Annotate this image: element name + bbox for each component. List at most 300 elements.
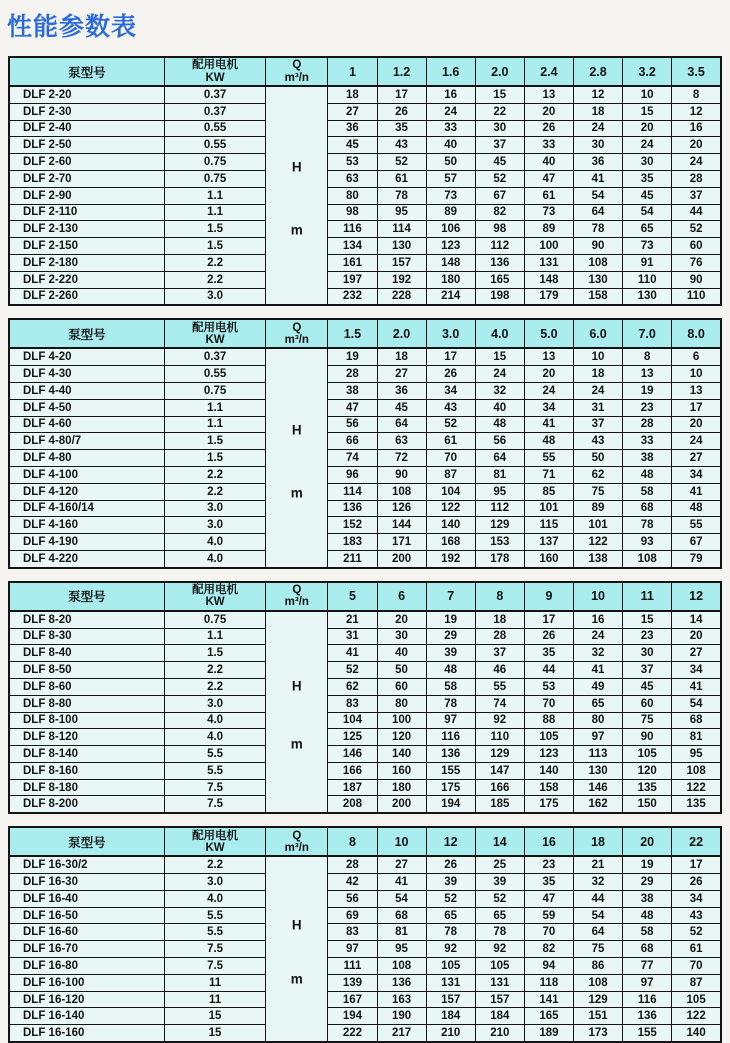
head-value-cell: 108	[574, 254, 623, 271]
table-row	[9, 611, 721, 628]
head-value-cell: 112	[475, 500, 524, 517]
head-value-cell: 27	[672, 645, 721, 662]
head-value-cell: 110	[475, 729, 524, 746]
head-value-cell: 35	[524, 645, 573, 662]
pump-model-cell: DLF 2-60	[9, 154, 164, 171]
head-value-cell: 78	[426, 924, 475, 941]
head-value-cell: 34	[672, 662, 721, 679]
flow-q-header	[266, 827, 328, 856]
table-row	[9, 974, 721, 991]
pump-model-cell: DLF 16-30	[9, 874, 164, 891]
head-value-cell: 17	[524, 611, 573, 628]
flow-label-line2: m³/n	[284, 841, 309, 854]
flow-value-header: 2.4	[524, 57, 573, 86]
page-title: 性能参数表	[7, 13, 138, 41]
table-row	[9, 941, 721, 958]
pump-model-cell: DLF 8-120	[9, 729, 164, 746]
pump-model-cell: DLF 8-60	[9, 678, 164, 695]
head-value-cell: 67	[475, 187, 524, 204]
head-value-cell: 44	[574, 890, 623, 907]
motor-label-line2: KW	[205, 841, 225, 854]
motor-kw-header	[164, 319, 265, 348]
head-value-cell: 135	[672, 796, 721, 813]
head-value-cell: 56	[328, 890, 377, 907]
head-value-cell: 175	[426, 779, 475, 796]
table-header-row	[9, 582, 721, 611]
head-value-cell: 70	[672, 958, 721, 975]
head-value-cell: 28	[623, 416, 672, 433]
head-value-cell: 16	[672, 120, 721, 137]
head-value-cell: 55	[672, 517, 721, 534]
pump-model-cell: DLF 4-160	[9, 517, 164, 534]
motor-kw-cell: 4.0	[164, 550, 265, 567]
motor-kw-cell: 1.5	[164, 221, 265, 238]
head-value-cell: 123	[524, 746, 573, 763]
head-value-cell: 59	[524, 907, 573, 924]
head-value-cell: 78	[475, 924, 524, 941]
head-value-cell: 165	[524, 1008, 573, 1025]
head-value-cell: 130	[574, 762, 623, 779]
flow-value-header: 16	[524, 827, 573, 856]
head-value-cell: 173	[574, 1025, 623, 1042]
head-value-cell: 64	[475, 450, 524, 467]
head-value-cell: 110	[672, 288, 721, 305]
head-value-cell: 65	[426, 907, 475, 924]
head-value-cell: 36	[328, 120, 377, 137]
head-value-cell: 68	[623, 500, 672, 517]
table-row	[9, 746, 721, 763]
performance-table-2	[8, 318, 722, 568]
head-value-cell: 52	[475, 170, 524, 187]
flow-label-line1: Q	[292, 321, 302, 334]
head-value-cell: 40	[524, 154, 573, 171]
table-row	[9, 450, 721, 467]
pump-model-cell: DLF 4-40	[9, 382, 164, 399]
motor-kw-cell: 2.2	[164, 483, 265, 500]
head-value-cell: 15	[623, 103, 672, 120]
head-value-cell: 146	[328, 746, 377, 763]
pump-model-cell: DLF 2-70	[9, 170, 164, 187]
head-value-cell: 30	[574, 137, 623, 154]
head-value-cell: 100	[377, 712, 426, 729]
head-value-cell: 108	[574, 974, 623, 991]
head-value-cell: 19	[328, 348, 377, 365]
head-value-cell: 63	[328, 170, 377, 187]
head-value-cell: 12	[672, 103, 721, 120]
head-value-cell: 95	[377, 204, 426, 221]
flow-value-header: 12	[672, 582, 721, 611]
flow-value-header: 7	[426, 582, 475, 611]
head-value-cell: 10	[672, 366, 721, 383]
head-value-cell: 81	[377, 924, 426, 941]
head-value-cell: 105	[524, 729, 573, 746]
table-row	[9, 103, 721, 120]
head-unit-cell	[266, 856, 328, 1042]
head-value-cell: 68	[377, 907, 426, 924]
table-row	[9, 550, 721, 567]
flow-value-header: 5	[328, 582, 377, 611]
head-value-cell: 41	[328, 645, 377, 662]
head-value-cell: 30	[623, 154, 672, 171]
head-value-cell: 34	[426, 382, 475, 399]
head-value-cell: 95	[475, 483, 524, 500]
head-value-cell: 152	[328, 517, 377, 534]
head-value-cell: 21	[328, 611, 377, 628]
flow-label-line2: m³/n	[284, 333, 309, 346]
head-value-cell: 89	[524, 221, 573, 238]
head-value-cell: 171	[377, 534, 426, 551]
head-value-cell: 140	[377, 746, 426, 763]
head-value-cell: 83	[328, 924, 377, 941]
head-value-cell: 163	[377, 991, 426, 1008]
head-value-cell: 24	[574, 382, 623, 399]
head-value-cell: 214	[426, 288, 475, 305]
table-row	[9, 517, 721, 534]
head-value-cell: 61	[672, 941, 721, 958]
head-value-cell: 147	[475, 762, 524, 779]
pump-model-cell: DLF 2-220	[9, 271, 164, 288]
pump-model-cell: DLF 2-40	[9, 120, 164, 137]
head-value-cell: 26	[377, 103, 426, 120]
head-value-cell: 131	[524, 254, 573, 271]
head-value-cell: 65	[475, 907, 524, 924]
flow-value-header: 1.5	[328, 319, 377, 348]
pump-model-cell: DLF 2-90	[9, 187, 164, 204]
pump-model-cell: DLF 4-220	[9, 550, 164, 567]
head-value-cell: 98	[475, 221, 524, 238]
head-value-cell: 140	[672, 1025, 721, 1042]
flow-value-header: 2.8	[574, 57, 623, 86]
head-value-cell: 43	[377, 137, 426, 154]
motor-kw-cell: 4.0	[164, 534, 265, 551]
head-value-cell: 129	[475, 746, 524, 763]
head-value-cell: 194	[426, 796, 475, 813]
head-value-cell: 130	[574, 271, 623, 288]
pump-model-cell: DLF 8-30	[9, 628, 164, 645]
head-value-cell: 98	[328, 204, 377, 221]
pump-model-cell: DLF 2-180	[9, 254, 164, 271]
head-value-cell: 13	[524, 86, 573, 103]
head-value-cell: 23	[623, 399, 672, 416]
head-value-cell: 113	[574, 746, 623, 763]
head-value-cell: 48	[475, 416, 524, 433]
head-value-cell: 90	[377, 466, 426, 483]
pump-model-cell: DLF 2-30	[9, 103, 164, 120]
motor-label-line1: 配用电机	[192, 829, 239, 842]
head-value-cell: 45	[377, 399, 426, 416]
head-value-cell: 105	[426, 958, 475, 975]
head-value-cell: 114	[377, 221, 426, 238]
head-value-cell: 18	[328, 86, 377, 103]
motor-kw-cell: 3.0	[164, 517, 265, 534]
head-value-cell: 97	[623, 974, 672, 991]
head-unit: m	[290, 736, 303, 752]
head-value-cell: 46	[475, 662, 524, 679]
head-value-cell: 122	[672, 1008, 721, 1025]
table-row	[9, 924, 721, 941]
head-value-cell: 90	[574, 238, 623, 255]
head-value-cell: 52	[328, 662, 377, 679]
head-value-cell: 108	[623, 550, 672, 567]
head-value-cell: 87	[672, 974, 721, 991]
head-value-cell: 129	[475, 517, 524, 534]
pump-model-cell: DLF 4-160/14	[9, 500, 164, 517]
head-value-cell: 157	[426, 991, 475, 1008]
head-value-cell: 15	[475, 348, 524, 365]
head-value-cell: 118	[524, 974, 573, 991]
pump-model-cell: DLF 8-200	[9, 796, 164, 813]
head-value-cell: 73	[623, 238, 672, 255]
table-row	[9, 483, 721, 500]
pump-model-header: 泵型号	[9, 57, 164, 86]
flow-value-header: 14	[475, 827, 524, 856]
head-value-cell: 13	[623, 366, 672, 383]
head-value-cell: 58	[426, 678, 475, 695]
pump-model-cell: DLF 2-50	[9, 137, 164, 154]
head-letter: H	[291, 422, 302, 438]
table-row	[9, 856, 721, 873]
head-value-cell: 112	[475, 238, 524, 255]
head-value-cell: 41	[672, 483, 721, 500]
head-value-cell: 24	[574, 628, 623, 645]
pump-model-cell: DLF 8-40	[9, 645, 164, 662]
head-value-cell: 28	[475, 628, 524, 645]
pump-model-cell: DLF 4-120	[9, 483, 164, 500]
head-value-cell: 6	[672, 348, 721, 365]
head-value-cell: 68	[672, 712, 721, 729]
head-value-cell: 139	[328, 974, 377, 991]
table-row	[9, 907, 721, 924]
head-value-cell: 17	[426, 348, 475, 365]
head-value-cell: 134	[328, 238, 377, 255]
flow-label-line2: m³/n	[284, 596, 309, 609]
motor-kw-cell: 0.37	[164, 348, 265, 365]
head-value-cell: 97	[574, 729, 623, 746]
head-value-cell: 125	[328, 729, 377, 746]
head-value-cell: 55	[475, 678, 524, 695]
head-value-cell: 85	[524, 483, 573, 500]
pump-model-cell: DLF 16-40	[9, 890, 164, 907]
pump-model-cell: DLF 2-110	[9, 204, 164, 221]
pump-model-cell: DLF 4-100	[9, 466, 164, 483]
table-row	[9, 628, 721, 645]
head-value-cell: 187	[328, 779, 377, 796]
head-unit: m	[290, 485, 303, 501]
head-value-cell: 33	[524, 137, 573, 154]
head-value-cell: 52	[672, 221, 721, 238]
table-row	[9, 874, 721, 891]
head-unit: m	[290, 971, 303, 987]
head-value-cell: 52	[672, 924, 721, 941]
head-value-cell: 160	[377, 762, 426, 779]
head-value-cell: 32	[574, 874, 623, 891]
head-value-cell: 136	[426, 746, 475, 763]
head-value-cell: 87	[426, 466, 475, 483]
flow-value-header: 10	[377, 827, 426, 856]
head-value-cell: 158	[574, 288, 623, 305]
head-value-cell: 53	[524, 678, 573, 695]
head-value-cell: 200	[377, 550, 426, 567]
motor-kw-cell: 1.5	[164, 645, 265, 662]
head-value-cell: 24	[672, 154, 721, 171]
table-row	[9, 500, 721, 517]
head-value-cell: 91	[623, 254, 672, 271]
performance-table-3	[8, 581, 722, 815]
head-value-cell: 24	[524, 382, 573, 399]
head-value-cell: 54	[672, 695, 721, 712]
head-value-cell: 97	[426, 712, 475, 729]
pump-model-cell: DLF 4-80	[9, 450, 164, 467]
table-row	[9, 662, 721, 679]
flow-value-header: 10	[574, 582, 623, 611]
head-value-cell: 61	[426, 433, 475, 450]
motor-kw-cell: 1.1	[164, 204, 265, 221]
head-value-cell: 43	[672, 907, 721, 924]
head-value-cell: 8	[672, 86, 721, 103]
head-value-cell: 151	[574, 1008, 623, 1025]
head-value-cell: 65	[574, 695, 623, 712]
head-value-cell: 222	[328, 1025, 377, 1042]
head-value-cell: 158	[524, 779, 573, 796]
head-unit-cell	[266, 611, 328, 814]
motor-kw-cell: 1.1	[164, 187, 265, 204]
table-row	[9, 120, 721, 137]
motor-kw-cell: 3.0	[164, 874, 265, 891]
head-value-cell: 160	[524, 550, 573, 567]
head-value-cell: 54	[623, 204, 672, 221]
head-value-cell: 60	[672, 238, 721, 255]
motor-kw-cell: 5.5	[164, 746, 265, 763]
head-value-cell: 39	[426, 874, 475, 891]
head-value-cell: 31	[328, 628, 377, 645]
head-value-cell: 79	[672, 550, 721, 567]
head-value-cell: 19	[426, 611, 475, 628]
head-value-cell: 192	[377, 271, 426, 288]
head-value-cell: 40	[475, 399, 524, 416]
head-value-cell: 120	[623, 762, 672, 779]
flow-value-header: 1.6	[426, 57, 475, 86]
head-value-cell: 17	[377, 86, 426, 103]
table-header-row	[9, 57, 721, 86]
motor-label-line2: KW	[205, 596, 225, 609]
head-value-cell: 20	[524, 366, 573, 383]
head-value-cell: 34	[672, 466, 721, 483]
motor-kw-cell: 4.0	[164, 729, 265, 746]
head-value-cell: 92	[475, 941, 524, 958]
motor-label-line1: 配用电机	[192, 321, 239, 334]
head-value-cell: 29	[623, 874, 672, 891]
flow-value-header: 6.0	[574, 319, 623, 348]
head-value-cell: 29	[426, 628, 475, 645]
head-value-cell: 41	[377, 874, 426, 891]
head-value-cell: 48	[623, 466, 672, 483]
head-value-cell: 78	[377, 187, 426, 204]
head-value-cell: 123	[426, 238, 475, 255]
motor-kw-cell: 0.75	[164, 382, 265, 399]
pump-model-cell: DLF 8-140	[9, 746, 164, 763]
head-value-cell: 180	[426, 271, 475, 288]
head-value-cell: 120	[377, 729, 426, 746]
pump-model-cell: DLF 16-100	[9, 974, 164, 991]
head-value-cell: 115	[524, 517, 573, 534]
head-value-cell: 62	[574, 466, 623, 483]
head-value-cell: 24	[672, 433, 721, 450]
head-value-cell: 54	[574, 907, 623, 924]
head-value-cell: 41	[672, 678, 721, 695]
head-value-cell: 18	[475, 611, 524, 628]
flow-value-header: 2.0	[377, 319, 426, 348]
table-row	[9, 890, 721, 907]
table-row	[9, 221, 721, 238]
head-value-cell: 13	[524, 348, 573, 365]
head-value-cell: 179	[524, 288, 573, 305]
head-value-cell: 162	[574, 796, 623, 813]
head-value-cell: 56	[475, 433, 524, 450]
head-value-cell: 45	[623, 187, 672, 204]
motor-kw-cell: 0.55	[164, 366, 265, 383]
head-value-cell: 27	[672, 450, 721, 467]
motor-kw-cell: 7.5	[164, 958, 265, 975]
head-value-cell: 17	[672, 856, 721, 873]
table-row	[9, 534, 721, 551]
table-row	[9, 712, 721, 729]
head-value-cell: 52	[377, 154, 426, 171]
head-value-cell: 83	[328, 695, 377, 712]
head-unit-cell	[266, 86, 328, 305]
head-value-cell: 24	[475, 366, 524, 383]
head-value-cell: 70	[524, 695, 573, 712]
motor-kw-header	[164, 582, 265, 611]
table-row	[9, 254, 721, 271]
pump-model-cell: DLF 16-30/2	[9, 856, 164, 873]
flow-q-header	[266, 582, 328, 611]
flow-label-line1: Q	[292, 59, 302, 72]
performance-table-4	[8, 826, 722, 1043]
motor-kw-cell: 2.2	[164, 856, 265, 873]
head-value-cell: 155	[426, 762, 475, 779]
table-row	[9, 187, 721, 204]
head-value-cell: 68	[623, 941, 672, 958]
head-value-cell: 82	[475, 204, 524, 221]
pump-model-cell: DLF 8-180	[9, 779, 164, 796]
head-value-cell: 15	[623, 611, 672, 628]
motor-kw-cell: 2.2	[164, 678, 265, 695]
head-value-cell: 12	[574, 86, 623, 103]
table-row	[9, 238, 721, 255]
head-value-cell: 60	[377, 678, 426, 695]
motor-kw-cell: 2.2	[164, 662, 265, 679]
table-row	[9, 137, 721, 154]
head-value-cell: 30	[377, 628, 426, 645]
head-value-cell: 198	[475, 288, 524, 305]
motor-kw-cell: 2.2	[164, 271, 265, 288]
motor-kw-cell: 7.5	[164, 941, 265, 958]
flow-value-header: 5.0	[524, 319, 573, 348]
head-value-cell: 37	[672, 187, 721, 204]
head-value-cell: 137	[524, 534, 573, 551]
head-value-cell: 166	[328, 762, 377, 779]
head-value-cell: 47	[524, 890, 573, 907]
head-value-cell: 155	[623, 1025, 672, 1042]
head-value-cell: 64	[377, 416, 426, 433]
head-value-cell: 57	[426, 170, 475, 187]
head-value-cell: 136	[623, 1008, 672, 1025]
table-row	[9, 348, 721, 365]
head-value-cell: 30	[475, 120, 524, 137]
head-value-cell: 80	[574, 712, 623, 729]
pump-model-cell: DLF 16-80	[9, 958, 164, 975]
head-value-cell: 101	[524, 500, 573, 517]
